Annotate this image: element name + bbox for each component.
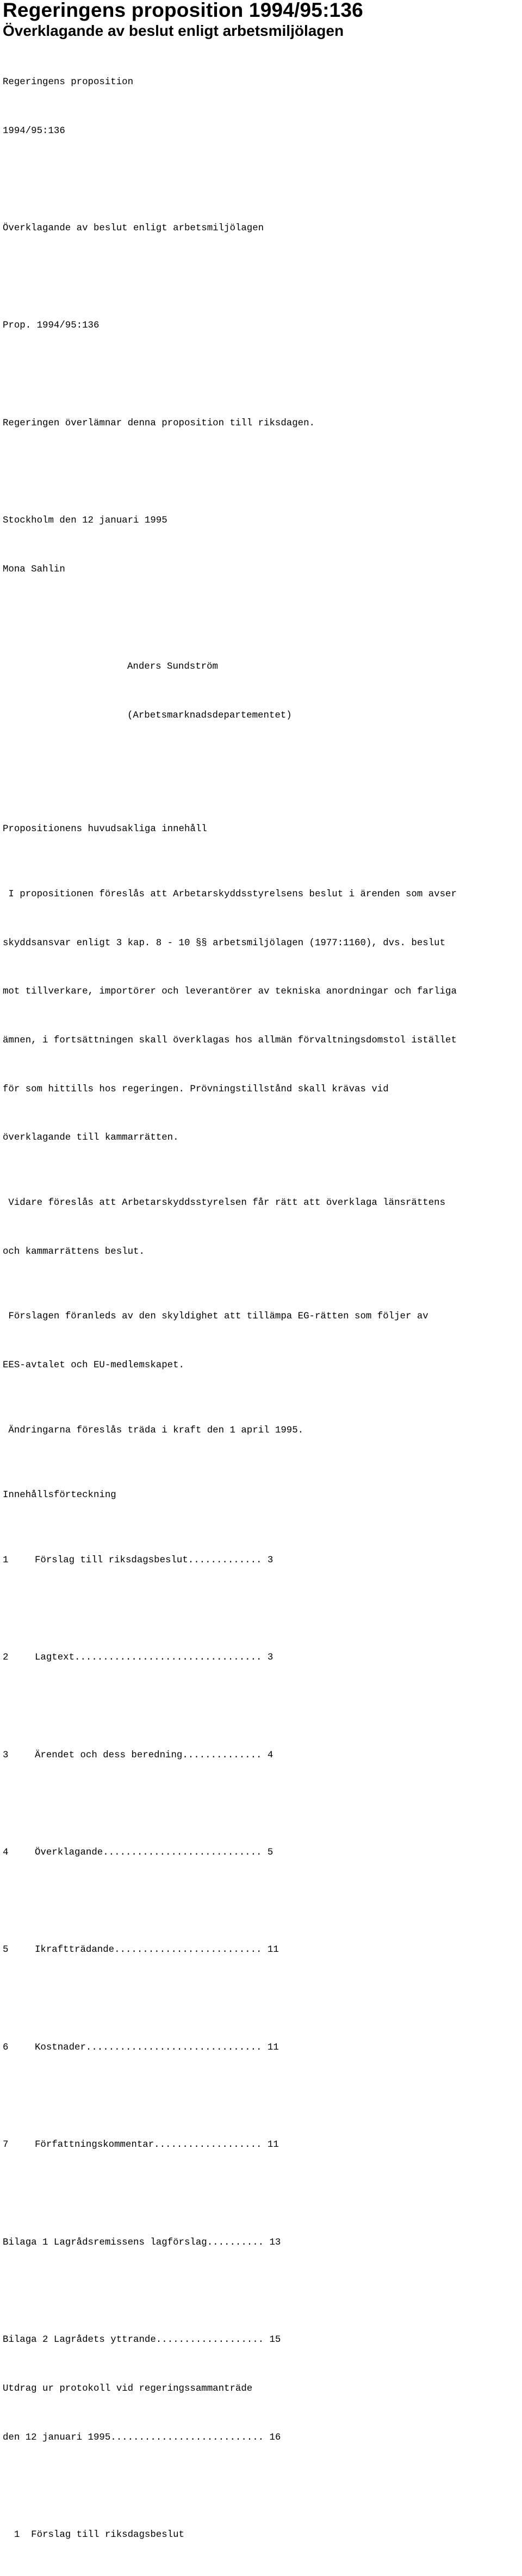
summary-p1-line: skyddsansvar enligt 3 kap. 8 - 10 §§ arbetsmiljölagen (1977:1160), dvs. beslut: [3, 938, 446, 948]
toc-item-page: 4: [267, 1750, 274, 1761]
spacer: [3, 2089, 519, 2105]
toc-item-page: 5: [267, 1848, 274, 1858]
toc-item[interactable]: [3, 2137, 519, 2153]
summary-p1-line: I propositionen föreslås att Arbetarskyddsstyrelsens beslut i ärenden som avser: [3, 889, 457, 900]
spacer: [3, 757, 519, 773]
spacer: [3, 1796, 519, 1812]
toc-item-number: 1: [3, 1555, 9, 1566]
spacer: [3, 269, 519, 286]
toc-utdrag-line1[interactable]: Utdrag ur protokoll vid regeringssammanträde: [3, 2383, 253, 2394]
toc-item[interactable]: [3, 1845, 519, 1861]
spacer: [3, 2283, 519, 2299]
summary-p1-line: för som hittills hos regeringen. Prövningstillstånd skall krävas vid: [3, 1084, 389, 1095]
summary-p1-line: överklagande till kammarrätten.: [3, 1133, 179, 1144]
spacer: [3, 1601, 519, 1618]
toc-item-page: 11: [267, 2140, 279, 2151]
document-title: Regeringens proposition 1994/95:136: [3, 0, 363, 21]
spacer: [3, 2186, 519, 2202]
intro-text: Regeringen överlämnar denna proposition till riksdagen.: [3, 418, 315, 429]
toc-item-title: Överklagande............................: [35, 1848, 262, 1858]
summary-p1-line: ämnen, i fortsättningen skall överklagas hos allmän förvaltningsdomstol istället: [3, 1035, 457, 1046]
toc-item[interactable]: [3, 1748, 519, 1764]
summary-heading: Propositionens huvudsakliga innehåll: [3, 824, 207, 835]
document-body: [3, 42, 519, 2576]
summary-p3-line: EES-avtalet och EU-medlemskapet.: [3, 1360, 184, 1371]
toc-item[interactable]: [3, 1942, 519, 1958]
summary-p3-line: Förslagen föranleds av den skyldighet att tillämpa EG-rätten som följer av: [3, 1311, 428, 1322]
spacer: [3, 464, 519, 480]
toc-utdrag-line2[interactable]: den 12 januari 1995........................... 16: [3, 2432, 281, 2443]
toc-item-title: Kostnader...............................: [35, 2042, 262, 2053]
spacer: [3, 367, 519, 383]
toc-item-number: 7: [3, 2140, 9, 2151]
toc-item-title: Ikraftträdande..........................: [35, 1945, 262, 1956]
toc-item[interactable]: [3, 2040, 519, 2056]
spacer: [3, 611, 519, 627]
toc-item-title: Författningskommentar...................: [35, 2140, 262, 2151]
summary-p2-line: Vidare föreslås att Arbetarskyddsstyrelsen får rätt att överklaga länsrättens: [3, 1198, 446, 1208]
toc-bilaga-1[interactable]: Bilaga 1 Lagrådsremissens lagförslag.......... 13: [3, 2237, 281, 2248]
toc-heading: Innehållsförteckning: [3, 1490, 116, 1501]
toc-item-number: 3: [3, 1750, 9, 1761]
summary-p1-line: mot tillverkare, importörer och leverantörer av tekniska anordningar och farliga: [3, 987, 457, 997]
spacer: [3, 172, 519, 188]
prop-number: Prop. 1994/95:136: [3, 321, 100, 331]
spacer: [3, 2478, 519, 2495]
toc-item-number: 2: [3, 1653, 9, 1663]
toc-bilaga-2[interactable]: Bilaga 2 Lagrådets yttrande................... 15: [3, 2335, 281, 2346]
spacer: [3, 1991, 519, 2007]
toc-item-page: 3: [267, 1653, 274, 1663]
document-subtitle: Överklagande av beslut enligt arbetsmiljölagen: [3, 22, 344, 39]
toc-item-number: 6: [3, 2042, 9, 2053]
signer-primary: Mona Sahlin: [3, 564, 65, 575]
toc-item-title: Förslag till riksdagsbeslut.............: [35, 1555, 262, 1566]
spacer: [3, 1699, 519, 1715]
toc-item-page: 11: [267, 1945, 279, 1956]
toc-item-page: 3: [267, 1555, 274, 1566]
toc-item-number: 5: [3, 1945, 9, 1956]
toc-item-title: Ärendet och dess beredning..............: [35, 1750, 262, 1761]
meta-line: Regeringens proposition: [3, 77, 134, 87]
summary-p2-line: och kammarrättens beslut.: [3, 1246, 145, 1257]
spacer: [3, 1894, 519, 1910]
summary-p4: Ändringarna föreslås träda i kraft den 1 april 1995.: [3, 1425, 304, 1436]
signer-secondary: Anders Sundström: [127, 662, 218, 673]
section-1-heading: 1 Förslag till riksdagsbeslut: [3, 2529, 184, 2540]
toc-item[interactable]: [3, 1553, 519, 1569]
meta-line: 1994/95:136: [3, 125, 65, 136]
department: (Arbetsmarknadsdepartementet): [127, 710, 292, 721]
meta-line: Överklagande av beslut enligt arbetsmiljölagen: [3, 223, 264, 234]
toc-item-title: Lagtext.................................: [35, 1653, 262, 1663]
place-date: Stockholm den 12 januari 1995: [3, 516, 167, 526]
toc-item-number: 4: [3, 1848, 9, 1858]
document-page: [3, 0, 519, 2576]
toc-item-page: 11: [267, 2042, 279, 2053]
toc-item[interactable]: [3, 1650, 519, 1666]
